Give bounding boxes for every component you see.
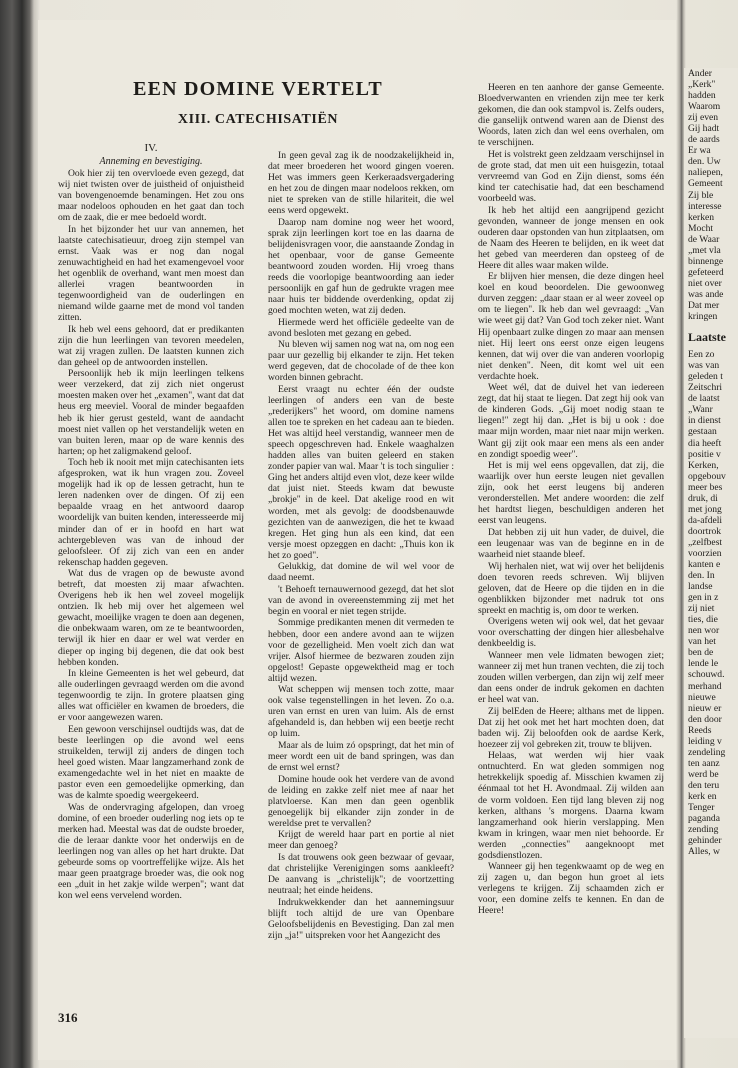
paragraph: Gelukkig, dat domine de wil wel voor de daad neemt. — [268, 561, 454, 584]
text-line: Gij hadt — [688, 123, 720, 135]
text-column-2 — [268, 150, 454, 941]
page-number: 316 — [58, 1010, 78, 1025]
text-line: merhand — [688, 680, 722, 692]
text-line: nen wor — [688, 625, 720, 637]
text-line: Zeitschri — [688, 382, 723, 394]
text-line: lende le — [688, 658, 719, 670]
text-line: voorzien — [688, 547, 722, 559]
text-line: Zij ble — [688, 189, 714, 201]
text-line: kringen — [688, 311, 718, 323]
section-subtitle: Anneming en bevestiging. — [99, 156, 203, 167]
text-line: Gemeent — [688, 178, 723, 190]
left-page — [38, 20, 678, 1060]
text-line: Tenger — [688, 802, 715, 814]
paragraph: Toch heb ik nooit met mijn catechisanten iets afgesproken, wat ik hun vragen zou. Zoveel mogelijk had ik op de lessen getracht, hun te leren nadenken over de dingen. Of zij een bepaalde vraag en het antwoord daarop woordelijk van buiten kenden, interesseerde mij minder dan of er in hoofd en hart wat achtergebleven was van de inhoud der geloofsleer. Of zij zich van een en ander rekenschap hadden gegeven. — [58, 457, 244, 568]
text-line: „zelfbest — [688, 536, 723, 548]
paragraph: Hiermede werd het officiële gedeelte van de avond besloten met gezang en gebed. — [268, 316, 454, 339]
text-line: geleden t — [688, 371, 723, 383]
paragraph: Maar als de luim zó opspringt, dat het min of meer wordt een uit de band springen, was dan de ernst wel ernst? — [268, 739, 454, 774]
text-line: werd be — [688, 768, 719, 780]
text-line: zending — [688, 824, 719, 836]
paragraph: Helaas, wat werden wij hier vaak ontnuchterd. En wat gleden sommigen nog hetrekkelijk spoedig af. Misschien kwamen zij éénmaal tot het H. Avondmaal. Zij wilden aan de vorm voldoen. Een tijd lang bleven zij nog kerken, althans 's morgens. Daarna kwam langzamerhand ook hierin verslapping. Men kwam in kringen, waar men niet behoorde. Er werden „connecties" aangeknoopt met godsdienstlozen. — [478, 750, 664, 861]
text-line: van het — [688, 636, 716, 648]
text-line: ties, die — [688, 614, 718, 626]
text-line: druk, di — [688, 492, 718, 504]
text-line: Kerken, — [688, 459, 719, 471]
text-line: Dat mer — [688, 299, 720, 311]
paragraph: Sommige predikanten menen dit vermeden te hebben, door een andere avond aan te wijzen voor de gezelligheid. Men voelt zich dan wat vrijer. Alsof hiermee de bezwaren zouden zijn opgelost! Gepaste opgewektheid mag er toch altijd wezen. — [268, 617, 454, 684]
text-line: dia heeft — [688, 437, 722, 449]
paragraph: Persoonlijk heb ik mijn leerlingen telkens weer verzekerd, dat zij zich niet ongerust moesten maken over het „examen", want dat dat heus erg meeviel. Vooral de minder begaafden heb ik hier gerust gesteld, want de aandacht moest niet vallen op het verstandelijk weten en van buiten leren, maar op de ware kennis des harten; op het zaligmakend geloof. — [58, 368, 244, 457]
paragraph: Wanneer gij hen tegenkwaamt op de weg en zij zagen u, dan begon hun groet al iets verlegens te krijgen. Zij schaamden zich er voor, een domine zelfs te kennen. En dan de Heere! — [478, 861, 664, 917]
text-line: zendeling — [688, 746, 726, 758]
paragraph: Een gewoon verschijnsel oudtijds was, dat de beste leerlingen op die avond wel eens struikelden, terwijl zij anders de dingen toch heel goed wisten. Maar langzamerhand zonk de examengedachte wel in het niet en maakte de pastor even een gemoedelijke opmerking, dan was de kalmte spoedig weergekeerd. — [58, 723, 244, 802]
text-line: gehinder — [688, 835, 722, 847]
text-line: leiding v — [688, 735, 722, 747]
text-column-1 — [58, 168, 244, 902]
text-line: interesse — [688, 200, 722, 212]
text-line: landse — [688, 581, 713, 593]
text-line: gefeteerd — [688, 266, 724, 278]
paragraph: Ik heb het altijd een aangrijpend gezicht gevonden, wanneer de jonge mensen en ook ouderen daar opstonden van hun zitplaatsen, om de Naam des Heeren te belijden, en ik weet dat het gebed van meerderen dan opsteeg of de Heere dit alles waar maken wilde. — [478, 204, 664, 271]
text-line: meer bes — [688, 481, 723, 493]
text-line: de aards — [688, 134, 720, 146]
article-subtitle: XIII. CATECHISATIËN — [177, 112, 339, 127]
paragraph: Dat hebben zij uit hun vader, de duivel, die een leugenaar was van de beginne en in de waarheid niet staande bleef. — [478, 526, 664, 560]
text-column-3 — [478, 82, 664, 917]
paragraph: 't Behoeft ternauwernood gezegd, dat het slot van de avond in overeenstemming zij met het begin en vooral er niet tegen strijde. — [268, 583, 454, 617]
next-page-fragment — [684, 68, 738, 1038]
text-line: kerk en — [688, 791, 717, 802]
article-title: EEN DOMINE VERTELT — [133, 78, 383, 100]
text-line: den teru — [688, 779, 720, 791]
paragraph: Het is mij wel eens opgevallen, dat zij, die waarlijk over hun eerste leugen niet gevallen zijn, ook het eerst leugens bij anderen veronderstellen. Met andere woorden: die zelf het hardtst liegen, beschuldigen anderen het eerst van leugens. — [478, 460, 664, 527]
text-line: opgebouv — [688, 470, 726, 482]
paragraph: Daarop nam domine nog weer het woord, sprak zijn leerlingen kort toe en las daarna de belijdenisvragen voor, die aanstaande Zondag in het openbaar, voor de ganse Gemeente beantwoord zouden worden. Hij vroeg thans reeds die voorlopige beantwoording aan ieder persoonlijk en gaf hun de gedrukte vragen mee naar huis ter biddende overdenking, opdat zij goed mochten weten, wat zij deden. — [268, 216, 454, 317]
section-number: IV. — [144, 142, 158, 154]
text-line: Een zo — [688, 349, 715, 361]
paragraph: Zij belEden de Heere; althans met de lippen. Dat zij het ook met het hart mochten doen, dat baden wij. Zij beloofden ook de aardse Kerk, hoezeer zij vol gebreken zit, trouw te blijven. — [478, 705, 664, 750]
text-line: Waarom — [688, 101, 721, 113]
paragraph: In kleine Gemeenten is het wel gebeurd, dat alle ouderlingen gevraagd werden om die avond tegenwoordig te zijn. In grotere plaatsen ging alles wat officiëler en kwamen de broeders, die er voor aangewezen waren. — [58, 668, 244, 724]
paragraph: Ook hier zij ten overvloede even gezegd, dat wij niet twisten over de juistheid of onjuistheid van bovengenoemde benamingen. Het zou ons maar nodeloos ophouden en het gaat dan toch om de zaak, die er mee bedoeld wordt. — [58, 168, 244, 224]
text-line: den. Uw — [688, 156, 721, 168]
text-line: da-afdeli — [688, 514, 723, 526]
paragraph: Nu bleven wij samen nog wat na, om nog een paar uur gezellig bij elkander te zijn. Het teken werd gegeven, dat de chocolade of de thee kon worden binnen gebracht. — [268, 339, 454, 384]
text-line: „met vla — [688, 244, 721, 256]
paragraph: Wij herhalen niet, wat wij over het belijdenis doen tevoren reeds schreven. Wij blijven geloven, dat de Heere op die tijden en in die ogenblikken bijzonder met nadruk tot ons spreekt en machtig is, om door te werken. — [478, 560, 664, 616]
text-line: de laatst — [688, 393, 720, 405]
paragraph: In geen geval zag ik de noodzakelijkheid in, dat meer broederen het woord gingen voeren. Het was immers geen Kerkeraadsvergadering en het zou de dingen maar nodeloos rekken, om niet te spreken van de stille hilariteit, die wel eens werd opgewekt. — [268, 150, 454, 217]
text-line: „Kerk" — [688, 79, 716, 91]
text-line: ben de — [688, 647, 714, 659]
text-line: in dienst — [688, 415, 721, 427]
paragraph: Weet wél, dat de duivel het van iedereen zegt, dat hij staat te liegen. Dat zegt hij ook van de kinderen Gods. „Gij moet nodig staan te liegen!" zegt hij dan. „Het is bij u ook : doe maar mijn worden, maar niet naar mijn werken. Want gij zijt ook maar een mens als een ander en zondigt spoedig weer". — [478, 382, 664, 460]
text-line: kanten e — [688, 559, 721, 571]
text-line: positie v — [688, 448, 721, 460]
text-line: doortrok — [688, 525, 722, 537]
text-line: den. In — [688, 570, 715, 582]
paragraph: Het is volstrekt geen zeldzaam verschijnsel in de grote stad, dat men uit een huisgezin, totaal vervreemd van God en Zijn dienst, soms één kind ter catechisatie had, dat een beschamend voorbeeld was. — [478, 148, 664, 204]
text-line: met jong — [688, 503, 722, 515]
text-line: Er wa — [688, 145, 711, 157]
text-line: Alles, w — [688, 846, 720, 858]
text-line: zij even — [688, 112, 719, 124]
text-line: binnenge — [688, 255, 724, 267]
text-line: Mocht — [688, 222, 714, 234]
paragraph: Ik heb wel eens gehoord, dat er predikanten zijn die hun leerlingen van tevoren meedelen, wat zij vragen zullen. De laatsten kunnen zich dan geheel op de antwoorden instellen. — [58, 323, 244, 368]
text-line: naliepen, — [688, 167, 723, 179]
text-line: schouwd. — [688, 669, 725, 681]
paragraph: Indrukwekkender dan het aannemingsuur blijft toch altijd de ure van Openbare Geloofsbelijdenis en Bevestiging. Dan zal men zijn „ja!" uitspreken voor het Aangezicht des — [268, 896, 454, 941]
text-line: ten aanz — [688, 757, 720, 769]
text-line: gen in z — [688, 592, 719, 604]
paragraph: Heeren en ten aanhore der ganse Gemeente. Bloedverwanten en vrienden zijn mee ter kerk gekomen, die dan ook stampvol is. Zelfs ouders, die ganselijk ontwend waren aan de Dienst des Woords, laten zich dan wel eens overhalen, om te verschijnen. — [478, 82, 664, 149]
text-line: nieuwe — [688, 691, 716, 703]
text-line: Ander — [688, 68, 712, 79]
text-line: kerken — [688, 211, 715, 223]
text-line: zij niet — [688, 603, 715, 615]
text-line: nieuw er — [688, 702, 722, 714]
text-line: paganda — [688, 813, 720, 825]
text-line: de Waar — [688, 233, 720, 245]
paragraph: Was de ondervraging afgelopen, dan vroeg domine, of een broeder ouderling nog iets op te merken had. Meestal was dat de oudste broeder, die de leraar dankte voor het onderwijs en de leerlingen nog van alles op het hart drukte. Dat gebeurde soms op voortreffelijke wijze. Als het maar geen praatgrage broeder was, die ook nog een „duit in het zakje wilde werpen"; want dat kon wel eens vervelend worden. — [58, 801, 244, 902]
text-line: was ande — [688, 288, 724, 300]
paragraph: Domine houde ook het verdere van de avond de leiding en zakke zelf niet mee af naar het platvloerse. Kan men dan geen ogenblik genoegelijk bij elkander zijn zonder in de wereldse pret te vervallen? — [268, 773, 454, 829]
paragraph: In het bijzonder het uur van annemen, het laatste catechisatieuur, droeg zijn stempel van ernst. Vaak was er nog dan nogal zenuwachtigheid en had het examengevoel voor het ogenblik de overhand, want men moest dan allerlei vragen beantwoorden in tegenwoordigheid van de ouderlingen en niemand wilde gaarne met de mond vol tanden zitten. — [58, 223, 244, 324]
paragraph: Krijgt de wereld haar part en portie al niet meer dan genoeg? — [268, 829, 454, 852]
text-line: Reeds — [688, 724, 712, 736]
paragraph: Wanneer men vele lidmaten bewogen ziet; wanneer zij met hun tranen vechten, die zij toch zouden willen verbergen, dan zijn wij zelf meer dan eens onder de indruk gekomen en dachten er heel wat van. — [478, 649, 664, 706]
text-line: hadden — [688, 90, 716, 102]
paragraph: Eerst vraagt nu echter één der oudste leerlingen of anders een van de beste „rederijkers" het woord, om domine namens allen toe te spreken en het cadeau aan te bieden. Het was altijd heel verstandig, wanneer men de speech opgeschreven had. Enkele waaghalzen hadden alles van buiten geleerd en staken zonder papier van wal. Maar 't is toch singulier : Ging het anders altijd even vlot, deze keer wilde dat juist niet. Steeds kwam dat bewuste „brokje" in de keel. Dat akelige rood en wit worden, met als gevolg: de doodsbenauwde gezichten van de aanwezigen, die het te kwaad kregen. Het ging hun als een kind, dat een versje moest opzeggen en dacht: „Thuis kon ik het zo goed". — [268, 383, 454, 561]
text-line: niet over — [688, 277, 722, 289]
paragraph: Er blijven hier mensen, die deze dingen heel koel en koud beoordelen. Die gewoonweg durven zeggen: „daar staan er al weer zoveel op om te liegen". Ik heb dan wel gevraagd: „Van wie weet gij dat? Van God toch zeker niet. Want Hij openbaart zulke dingen zo maar aan mensen niet. Hij leert ons eerst onze eigen leugens kennen, dat wij over die van anderen voorlopig niet denken". Neen, dit komt wel uit een verdachte hoek. — [478, 271, 664, 382]
paragraph: Is dat trouwens ook geen bezwaar of gevaar, dat christelijke Verenigingen soms aankleeft? De aanvang is „christelijk"; de voortzetting neutraal; het einde heidens. — [268, 851, 454, 897]
next-page-heading: Laatste — [688, 330, 726, 345]
paragraph: Overigens weten wij ook wel, dat het gevaar voor overschatting der dingen hier allesbehalve denkbeeldig is. — [478, 616, 664, 650]
text-line: was van — [688, 360, 720, 372]
paragraph: Wat dus de vragen op de bewuste avond betreft, dat moesten zij maar afwachten. Overigens heb ik hen wel zoveel mogelijk ontzien. Ik heb mij over het algemeen wel gewacht, moeilijke vragen te doen aan degenen, die onbekwaam waren, om ze te beantwoorden, terwijl ik hier en daar er wel wat verder en dieper op inging bij degenen, die dat ook best hebben konden. — [58, 568, 244, 668]
text-line: „Wanr — [688, 404, 713, 416]
text-line: gestaan — [688, 426, 717, 438]
paragraph: Wat scheppen wij mensen toch zotte, maar ook valse tegenstellingen in het leven. Zo o.a. uren van ernst en uren van luim. Als de ernst afgehandeld is, dan hebben wij een beetje recht op luim. — [268, 684, 454, 740]
text-line: den door — [688, 713, 722, 725]
